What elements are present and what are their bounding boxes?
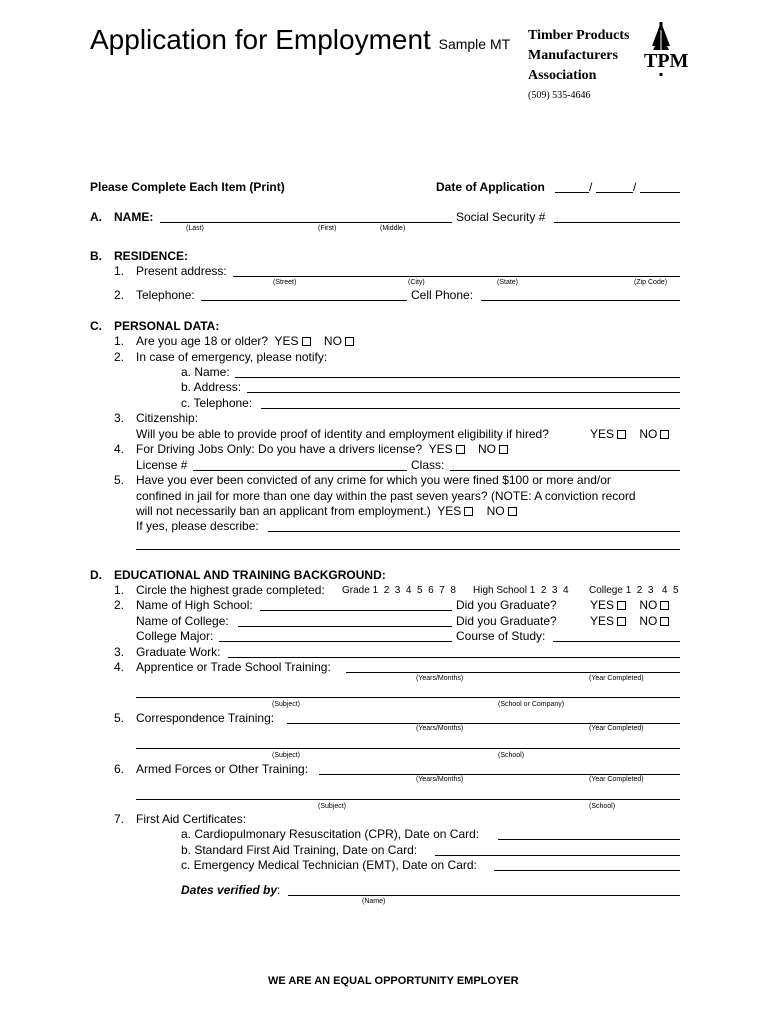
c4-question: [136, 442, 508, 456]
org-line-2: Manufacturers: [528, 48, 618, 63]
emt-line[interactable]: [494, 870, 680, 871]
d7-num: 7.: [114, 812, 125, 826]
college-no-checkbox[interactable]: [660, 617, 669, 626]
course-label: Course of Study:: [456, 629, 546, 643]
license-line[interactable]: [193, 470, 407, 471]
d5-label: Correspondence Training:: [136, 711, 275, 725]
c4-no-label: NO: [477, 442, 496, 456]
correspondence-line[interactable]: [287, 723, 680, 724]
d5-sub-school: (School): [498, 752, 525, 759]
major-line[interactable]: [219, 641, 452, 642]
c5-no-label: NO: [486, 504, 505, 518]
d4-sub-subject: (Subject): [272, 701, 301, 708]
sub-last: (Last): [186, 225, 204, 232]
date-year-line[interactable]: [640, 192, 680, 193]
c5-line-3-wrap: [136, 504, 517, 518]
apprentice-line-2[interactable]: [136, 697, 680, 698]
d6-sub-subject: (Subject): [318, 803, 347, 810]
c1-text: Are you age 18 or older?: [136, 334, 269, 348]
d5-sub-year-completed: (Year Completed): [589, 725, 644, 732]
d5-sub-years: (Years/Months): [416, 725, 464, 732]
d1-text-wrap: [136, 583, 325, 597]
b2-num: 2.: [114, 288, 125, 302]
d4-sub-school-company: (School or Company): [498, 701, 565, 708]
d1-colon: :: [321, 583, 325, 597]
verified-wrap: [181, 883, 280, 897]
d6-label: Armed Forces or Other Training:: [136, 762, 309, 776]
d6-sub-years: (Years/Months): [416, 776, 464, 783]
d4-label: Apprentice or Trade School Training:: [136, 660, 331, 674]
org-phone: (509) 535-4646: [528, 90, 591, 101]
org-line-3: Association: [528, 68, 597, 83]
d7b-label: b. Standard First Aid Training, Date on Card:: [181, 843, 418, 857]
date-month-line[interactable]: [555, 192, 589, 193]
hs-no-checkbox[interactable]: [660, 601, 669, 610]
ssn-label: Social Security #: [456, 210, 546, 224]
c4-num: 4.: [114, 442, 125, 456]
tpm-logo: [640, 20, 689, 78]
c5-yes-label: YES: [437, 504, 462, 518]
college-options[interactable]: College 1 2 3 4 5: [589, 585, 679, 596]
sub-street: (Street): [273, 279, 297, 286]
c5-num: 5.: [114, 473, 125, 487]
d4-sub-years: (Years/Months): [416, 675, 464, 682]
c3-yes-label: YES: [590, 427, 615, 441]
d7c-label: c. Emergency Medical Technician (EMT), Date on Card:: [181, 858, 477, 872]
c3-no-label: NO: [639, 427, 658, 441]
subtitle-text: Sample MT: [438, 36, 511, 52]
date-sep-1: /: [589, 180, 593, 194]
verified-label: Dates verified by: [181, 883, 278, 897]
c1-question: [136, 334, 354, 348]
d2-num: 2.: [114, 598, 125, 612]
cell-label: Cell Phone:: [411, 288, 474, 302]
cell-line[interactable]: [481, 300, 680, 301]
class-label: Class:: [411, 458, 445, 472]
hs-yes-checkbox[interactable]: [617, 601, 626, 610]
c3-label: Citizenship:: [136, 411, 199, 425]
org-name: [528, 26, 630, 86]
college-yes-label: YES: [590, 614, 615, 628]
high-school-options[interactable]: High School 1 2 3 4: [473, 585, 569, 596]
college-line[interactable]: [238, 626, 452, 627]
d4-num: 4.: [114, 660, 125, 674]
b2-label: Telephone:: [136, 288, 195, 302]
sub-first: (First): [318, 225, 337, 232]
org-line-1: Timber Products: [528, 28, 630, 43]
d4-sub-year-completed: (Year Completed): [589, 675, 644, 682]
b1-label: Present address:: [136, 264, 227, 278]
d6-sub-year-completed: (Year Completed): [589, 776, 644, 783]
address-line[interactable]: [233, 276, 680, 277]
c1-num: 1.: [114, 334, 125, 348]
describe-line-2[interactable]: [136, 549, 680, 550]
d1-num: 1.: [114, 583, 125, 597]
section-c-label: PERSONAL DATA:: [114, 319, 220, 333]
college-no-label: NO: [639, 614, 658, 628]
title-text: Application for Employment: [90, 24, 431, 55]
armed-forces-line-2[interactable]: [136, 799, 680, 800]
d3-label: Graduate Work:: [136, 645, 221, 659]
c5-line-2: confined in jail for more than one day within the past seven years? (NOTE: A conviction record: [136, 489, 636, 503]
c3-text: Will you be able to provide proof of identity and employment eligibility if hired?: [136, 427, 549, 441]
section-c-letter: C.: [90, 319, 102, 333]
date-label: Date of Application: [436, 180, 545, 194]
section-b-label: RESIDENCE:: [114, 249, 189, 263]
c1-no-checkbox[interactable]: [345, 337, 354, 346]
d2-hs-graduate: Did you Graduate?: [456, 598, 557, 612]
ssn-line[interactable]: [554, 222, 680, 223]
c3-answer: [590, 427, 669, 441]
section-d-letter: D.: [90, 568, 102, 582]
c5-line-1: Have you ever been convicted of any crime for which you were fined $100 or more and/or: [136, 473, 611, 487]
logo-text: TPM: [644, 50, 689, 72]
sub-zip: (Zip Code): [634, 279, 668, 286]
apprentice-line[interactable]: [346, 672, 680, 673]
class-line[interactable]: [450, 470, 680, 471]
section-a-label: NAME:: [114, 210, 154, 224]
emergency-address-line[interactable]: [247, 392, 680, 393]
c5-line-3: will not necessarily ban an applicant from employment.): [136, 504, 431, 518]
c5-yes-checkbox[interactable]: [464, 507, 473, 516]
c1-yes-label: YES: [274, 334, 299, 348]
d7-label: First Aid Certificates:: [136, 812, 247, 826]
emergency-name-line[interactable]: [235, 377, 680, 378]
c5-no-checkbox[interactable]: [508, 507, 517, 516]
armed-forces-line[interactable]: [319, 774, 680, 775]
c4-yes-checkbox[interactable]: [456, 445, 465, 454]
c4-yes-label: YES: [428, 442, 453, 456]
c3-num: 3.: [114, 411, 125, 425]
d6-num: 6.: [114, 762, 125, 776]
license-label: License #: [136, 458, 188, 472]
verified-colon: :: [277, 883, 281, 897]
cpr-line[interactable]: [498, 839, 680, 840]
c2-num: 2.: [114, 350, 125, 364]
describe-line-1[interactable]: [268, 531, 680, 532]
graduate-work-line[interactable]: [228, 657, 680, 658]
c2a-label: a. Name:: [181, 365, 230, 379]
c1-no-label: NO: [323, 334, 342, 348]
section-a-letter: A.: [90, 210, 102, 224]
instruction-text: Please Complete Each Item (Print): [90, 180, 285, 194]
b1-num: 1.: [114, 264, 125, 278]
c3-yes-checkbox[interactable]: [617, 430, 626, 439]
d2-hs-answer: [590, 598, 669, 612]
sub-name: (Name): [362, 898, 386, 905]
date-sep-2: /: [633, 180, 637, 194]
c2b-label: b. Address:: [181, 380, 242, 394]
c4-text: For Driving Jobs Only: Do you have a drivers license?: [136, 442, 423, 456]
d2-college-label: Name of College:: [136, 614, 229, 628]
telephone-line[interactable]: [201, 300, 407, 301]
d6-sub-school: (School): [589, 803, 616, 810]
eoe-statement: WE ARE AN EQUAL OPPORTUNITY EMPLOYER: [268, 975, 519, 987]
sub-state: (State): [497, 279, 519, 286]
d7a-label: a. Cardiopulmonary Resuscitation (CPR), Date on Card:: [181, 827, 480, 841]
hs-no-label: NO: [639, 598, 658, 612]
hs-yes-label: YES: [590, 598, 615, 612]
name-line[interactable]: [160, 222, 452, 223]
c4-no-checkbox[interactable]: [499, 445, 508, 454]
sub-city: (City): [408, 279, 425, 286]
c3-no-checkbox[interactable]: [660, 430, 669, 439]
emergency-phone-line[interactable]: [261, 408, 680, 409]
verified-line[interactable]: [288, 895, 680, 896]
d5-num: 5.: [114, 711, 125, 725]
d3-num: 3.: [114, 645, 125, 659]
sub-middle: (Middle): [380, 225, 406, 232]
c5-describe-label: If yes, please describe:: [136, 519, 259, 533]
high-school-line[interactable]: [260, 610, 452, 611]
d2-college-graduate: Did you Graduate?: [456, 614, 557, 628]
course-line[interactable]: [553, 641, 680, 642]
date-day-line[interactable]: [596, 192, 633, 193]
d5-sub-subject: (Subject): [272, 752, 301, 759]
first-aid-line[interactable]: [435, 855, 680, 856]
d2-hs-label: Name of High School:: [136, 598, 253, 612]
grade-options[interactable]: Grade 1 2 3 4 5 6 7 8: [342, 585, 456, 596]
section-d-label: EDUCATIONAL AND TRAINING BACKGROUND:: [114, 568, 386, 582]
d2-college-answer: [590, 614, 669, 628]
c2-text: In case of emergency, please notify:: [136, 350, 328, 364]
page-title: [90, 24, 510, 56]
c1-yes-checkbox[interactable]: [302, 337, 311, 346]
section-b-letter: B.: [90, 249, 102, 263]
d1-text: Circle the highest grade completed: [136, 583, 322, 597]
correspondence-line-2[interactable]: [136, 748, 680, 749]
college-yes-checkbox[interactable]: [617, 617, 626, 626]
c2c-label: c. Telephone:: [181, 396, 253, 410]
d2-major-label: College Major:: [136, 629, 214, 643]
